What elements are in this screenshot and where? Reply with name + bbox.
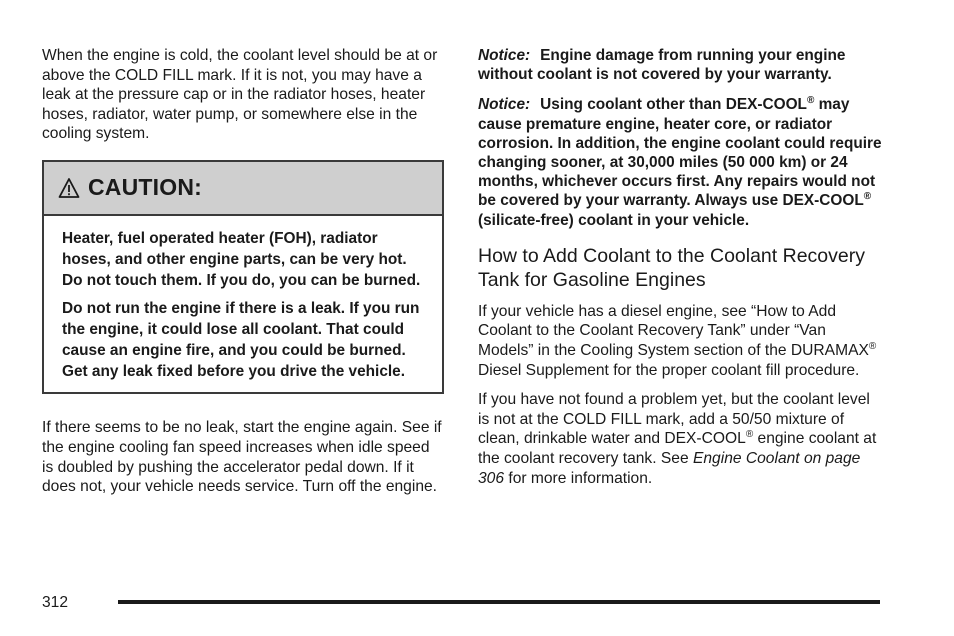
no-leak-paragraph: If there seems to be no leak, start the engine again. See if the engine cooling fan speed increases when idle speed is doubled by pushing the accelerator pedal down. If it does not, your vehicle needs service. Turn off the engine. [42, 419, 442, 496]
caution-body [44, 216, 442, 392]
paragraph-text: If you have not found a problem yet, but the coolant level is not at the COLD FILL mark, add a 50/50 mixture of clean, drinkable water and DEX-COOL [478, 391, 870, 448]
caution-title: CAUTION: [88, 174, 203, 201]
caution-paragraph: Do not run the engine if there is a leak. If you run the engine, it could lose all coolant. That could cause an engine fire, and you could be burned. Get any leak fixed before you drive the vehicle. [62, 299, 420, 381]
caution-header [44, 162, 442, 216]
right-column [478, 46, 883, 488]
warning-triangle-icon [58, 177, 80, 199]
paragraph-text: engine coolant at the coolant recovery tank. See [478, 430, 877, 467]
page-number: 312 [42, 594, 69, 611]
paragraph-text: If your vehicle has a diesel engine, see “How to Add Coolant to the Coolant Recovery Tank” under “Van Models” in the Cooling System section of the DURAMAX [478, 302, 869, 360]
left-column [42, 46, 444, 497]
section-heading: How to Add Coolant to the Coolant Recovery Tank for Gasoline Engines [478, 244, 865, 291]
registered-mark: ® [745, 429, 754, 441]
caution-paragraph: Heater, fuel operated heater (FOH), radiator hoses, and other engine parts, can be very hot. Do not touch them. If you do, you can be burned. [62, 229, 421, 290]
notice-label: Notice: [478, 47, 531, 64]
registered-mark: ® [863, 191, 872, 203]
page-reference-link[interactable]: Engine Coolant on page 306 [478, 449, 861, 487]
notice-text: Using coolant other than DEX-COOL [540, 96, 807, 114]
registered-mark: ® [868, 340, 877, 352]
notice-dex-cool [478, 95, 883, 229]
notice-text: (silicate-free) coolant in your vehicle. [478, 211, 750, 229]
registered-mark: ® [806, 95, 815, 107]
intro-paragraph: When the engine is cold, the coolant level should be at or above the COLD FILL mark. If it is not, you may have a leak at the pressure cap or in the radiator hoses, heater hoses, radiator, water pump, or somewhere else in the cooling system. [42, 47, 438, 143]
notice-text: may cause premature engine, heater core, or radiator corrosion. In addition, the engine coolant could require changing sooner, at 30,000 miles (50 000 km) or 24 months, whichever occurs first. Any repairs would not be covered by your warranty. Always use DEX-COOL [478, 96, 882, 210]
notice-label: Notice: [478, 96, 531, 114]
caution-box [42, 160, 444, 394]
paragraph-text: for more information. [504, 469, 653, 487]
notice-warranty [478, 46, 883, 84]
diesel-paragraph [478, 302, 883, 380]
add-coolant-paragraph [478, 390, 883, 488]
paragraph-text: Diesel Supplement for the proper coolant fill procedure. [478, 361, 860, 379]
footer-rule [118, 600, 880, 604]
notice-text: Engine damage from running your engine without coolant is not covered by your warranty. [478, 47, 846, 84]
